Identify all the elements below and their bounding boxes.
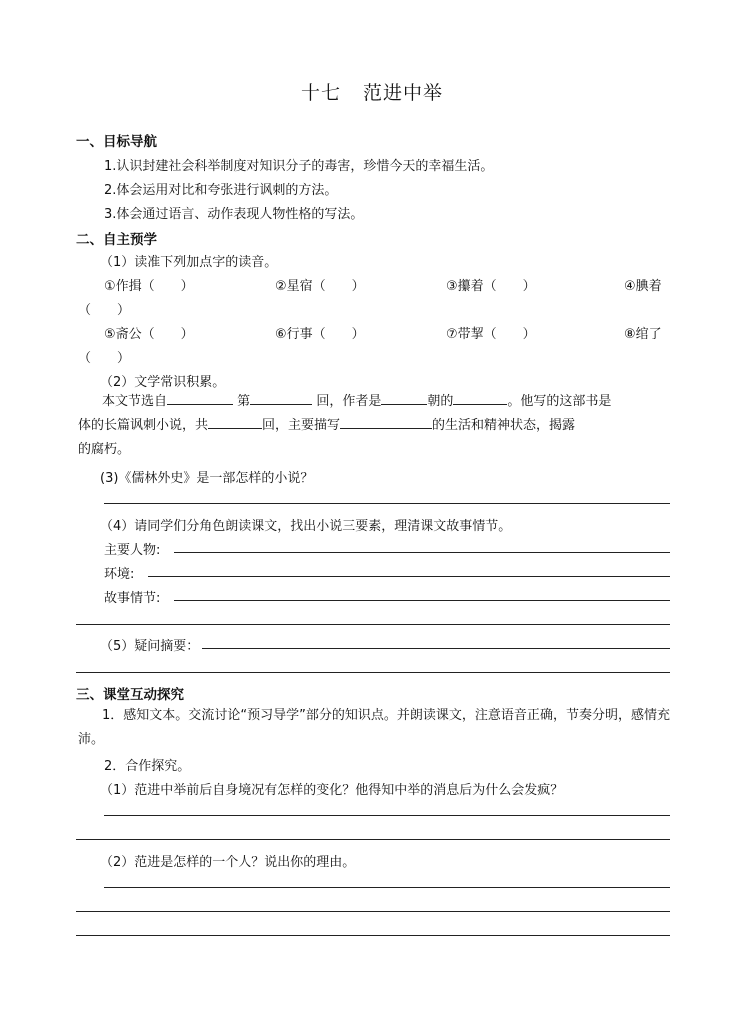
field-label-characters: 主要人物:	[104, 543, 161, 558]
answer-line[interactable]	[202, 648, 670, 649]
field-label-setting: 环境:	[104, 567, 135, 582]
pinyin-item: ⑤斋公（ ）	[104, 327, 194, 342]
blank-line[interactable]	[167, 390, 233, 405]
pinyin-item-tail: （ ）	[78, 351, 131, 366]
goal-item: 2.体会运用对比和夸张进行讽刺的方法。	[104, 183, 338, 198]
answer-line[interactable]	[76, 672, 670, 673]
explore-item-1: 1．感知文本。交流讨论“预习导学”部分的知识点。并朗读课文，注意语音正确，节奏分明，感情充沛。	[78, 708, 670, 747]
answer-line[interactable]	[174, 600, 670, 601]
pinyin-item: ⑦带挈（ ）	[446, 327, 536, 342]
blank-line[interactable]	[453, 390, 507, 405]
blank-line[interactable]	[250, 390, 312, 405]
answer-line[interactable]	[104, 815, 670, 816]
section-heading-explore: 三、课堂互动探究	[76, 687, 184, 703]
answer-line[interactable]	[104, 887, 670, 888]
answer-line[interactable]	[148, 576, 670, 577]
section-heading-preview: 二、自主预学	[76, 232, 157, 248]
pinyin-item: ⑥行事（ ）	[275, 327, 365, 342]
question-1: （1）读准下列加点字的读音。	[100, 255, 278, 270]
answer-line[interactable]	[174, 552, 670, 553]
section-heading-goals: 一、目标导航	[76, 134, 157, 150]
pinyin-item: ②星宿（ ）	[275, 279, 365, 294]
blank-line[interactable]	[340, 414, 432, 429]
answer-line[interactable]	[104, 503, 670, 504]
blank-line[interactable]	[208, 414, 262, 429]
answer-line[interactable]	[76, 839, 670, 840]
title-text: 范进中举	[363, 82, 444, 104]
goal-item: 3.体会通过语言、动作表现人物性格的写法。	[104, 207, 364, 222]
title-number: 十七	[300, 82, 341, 104]
explore-item-2: 2．合作探究。	[104, 759, 191, 774]
explore-question-1: （1）范进中举前后自身境况有怎样的变化？他得知中举的消息后为什么会发疯？	[100, 783, 564, 798]
question-2: （2）文学常识积累。	[100, 375, 226, 390]
pinyin-item: ①作揖（ ）	[104, 279, 194, 294]
answer-line[interactable]	[76, 624, 670, 625]
answer-line[interactable]	[76, 935, 670, 936]
field-label-plot: 故事情节:	[104, 591, 161, 606]
blank-line[interactable]	[381, 390, 427, 405]
question-4: （4）请同学们分角色朗读课文，找出小说三要素，理清课文故事情节。	[100, 519, 512, 534]
pinyin-item-tail: （ ）	[78, 303, 131, 318]
answer-line[interactable]	[76, 911, 670, 912]
pinyin-item: ⑧绾了	[624, 327, 662, 342]
page-title	[0, 78, 744, 105]
goal-item: 1.认识封建社会科举制度对知识分子的毒害，珍惜今天的幸福生活。	[104, 159, 494, 174]
literature-paragraph: 本文节选自 第 回，作者是 朝的 。他写的这部书是 体的长篇讽刺小说，共 回，主要描写 的生活和精神状态，揭露 的腐朽。	[78, 390, 670, 462]
pinyin-item: ④腆着	[624, 279, 662, 294]
pinyin-item: ③攥着（ ）	[446, 279, 536, 294]
question-3: (3)《儒林外史》是一部怎样的小说？	[100, 471, 314, 486]
explore-question-2: （2）范进是怎样的一个人？说出你的理由。	[100, 855, 356, 870]
question-5: （5）疑问摘要：	[100, 639, 200, 654]
